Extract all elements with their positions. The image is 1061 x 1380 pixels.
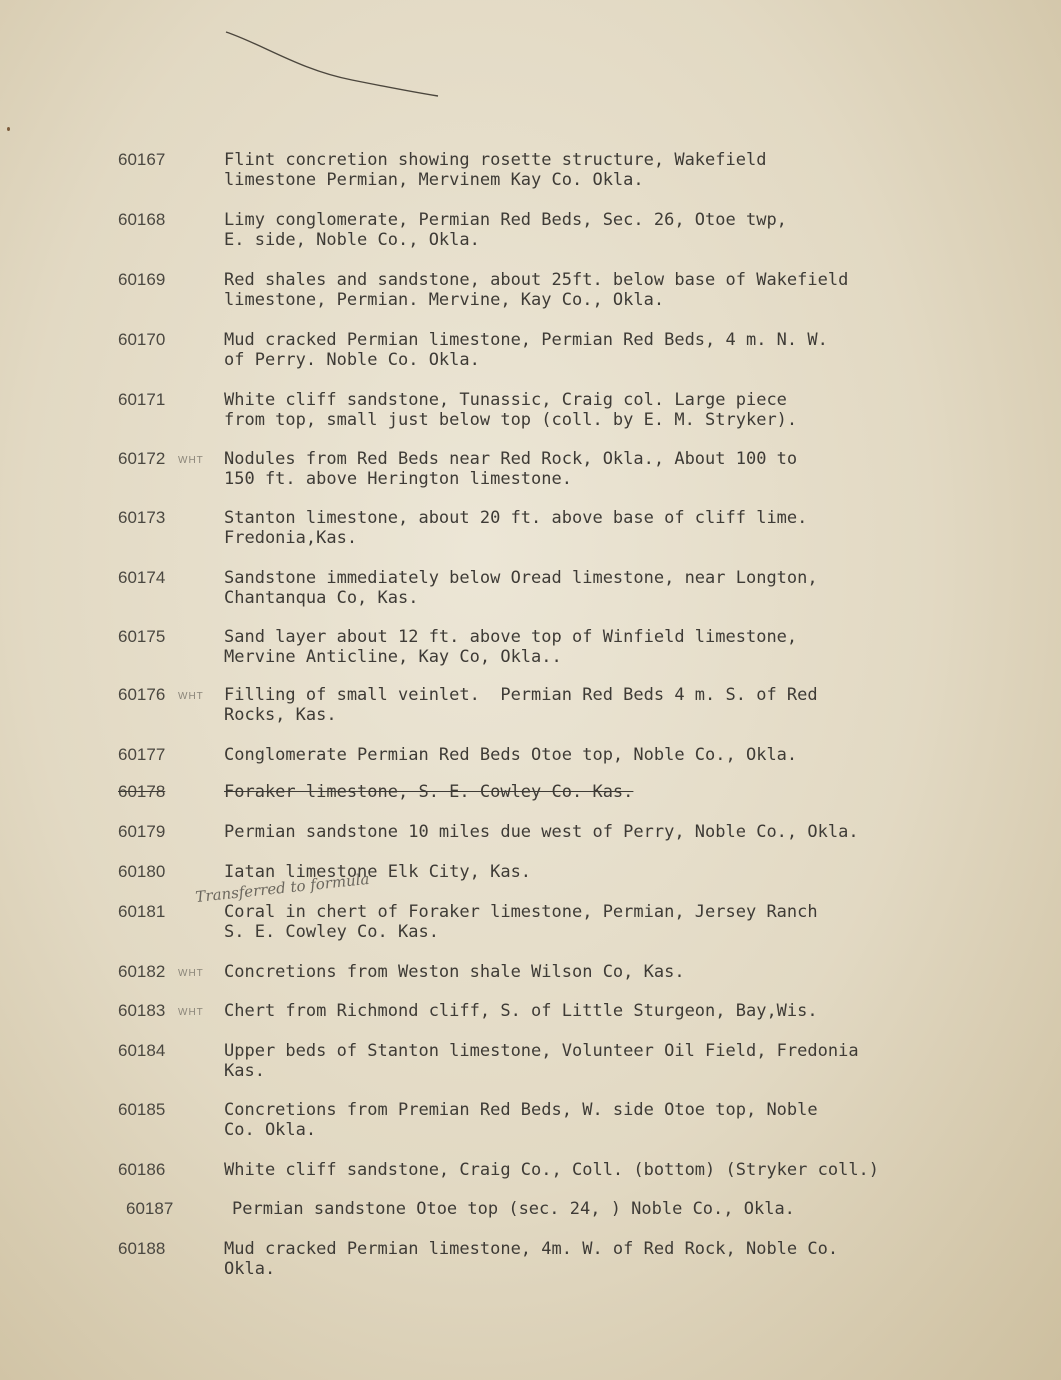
catalog-number: 60185 (118, 1100, 166, 1119)
description-line: Mud cracked Permian limestone, Permian Red Beds, 4 m. N. W. (224, 330, 828, 350)
paper-speck (7, 127, 10, 131)
description-line: Conglomerate Permian Red Beds Otoe top, Noble Co., Okla. (224, 745, 798, 765)
catalog-number: 60176 (118, 685, 166, 704)
description-line: Upper beds of Stanton limestone, Volunteer Oil Field, Fredonia (224, 1041, 859, 1061)
catalog-number: 60168 (118, 210, 166, 229)
description-line: Permian sandstone 10 miles due west of Perry, Noble Co., Okla. (224, 822, 859, 842)
specimen-description (224, 449, 797, 489)
catalog-number: 60184 (118, 1041, 166, 1060)
catalog-number: 60179 (118, 822, 166, 841)
description-line: Chert from Richmond cliff, S. of Little Sturgeon, Bay,Wis. (224, 1001, 818, 1021)
catalog-number: 60173 (118, 508, 166, 527)
description-line: Concretions from Weston shale Wilson Co, Kas. (224, 962, 685, 982)
handwritten-note: Transferred to formula (194, 869, 371, 907)
specimen-description (224, 568, 818, 608)
description-line: Limy conglomerate, Permian Red Beds, Sec. 26, Otoe twp, (224, 210, 787, 230)
description-line: Kas. (224, 1061, 265, 1081)
specimen-description (224, 962, 685, 982)
specimen-description (224, 330, 828, 370)
specimen-description (224, 627, 797, 667)
description-line: Filling of small veinlet. Permian Red Beds 4 m. S. of Red (224, 685, 818, 705)
description-line: S. E. Cowley Co. Kas. (224, 922, 439, 942)
description-line: White cliff sandstone, Craig Co., Coll. (bottom) (Stryker coll.) (224, 1160, 880, 1180)
catalog-number: 60178 (118, 782, 166, 801)
description-line: E. side, Noble Co., Okla. (224, 230, 480, 250)
specimen-description (224, 685, 818, 725)
description-line: Mud cracked Permian limestone, 4m. W. of Red Rock, Noble Co. (224, 1239, 839, 1259)
description-line: from top, small just below top (coll. by E. M. Stryker). (224, 410, 798, 430)
specimen-description (224, 782, 633, 802)
description-line: limestone, Permian. Mervine, Kay Co., Okla. (224, 290, 665, 310)
catalog-number: 60183 (118, 1001, 166, 1020)
description-line: Foraker limestone, S. E. Cowley Co. Kas. (224, 782, 634, 802)
catalog-number: 60188 (118, 1239, 166, 1258)
handwritten-mark: WHT (178, 691, 204, 702)
specimen-description (224, 1100, 818, 1140)
catalog-number: 60174 (118, 568, 166, 587)
specimen-description (224, 902, 818, 942)
specimen-description (224, 390, 797, 430)
specimen-description (224, 1160, 879, 1180)
specimen-description (224, 1001, 818, 1021)
catalog-number: 60172 (118, 449, 166, 468)
catalog-number: 60167 (118, 150, 166, 169)
description-line: Okla. (224, 1259, 276, 1279)
description-line: White cliff sandstone, Tunassic, Craig col. Large piece (224, 390, 787, 410)
catalog-number: 60177 (118, 745, 166, 764)
description-line: Coral in chert of Foraker limestone, Permian, Jersey Ranch (224, 902, 818, 922)
description-line: Rocks, Kas. (224, 705, 337, 725)
specimen-description (232, 1199, 795, 1219)
description-line: Iatan limestone Elk City, Kas. (224, 862, 532, 882)
description-line: Co. Okla. (224, 1120, 317, 1140)
catalog-number: 60170 (118, 330, 166, 349)
specimen-description (224, 1239, 838, 1279)
specimen-description (224, 745, 797, 765)
description-line: Fredonia,Kas. (224, 528, 358, 548)
specimen-description (224, 822, 859, 842)
catalog-number: 60171 (118, 390, 166, 409)
description-line: Stanton limestone, about 20 ft. above base of cliff lime. (224, 508, 808, 528)
specimen-description (224, 508, 807, 548)
catalog-number: 60169 (118, 270, 166, 289)
handwritten-mark: WHT (178, 1007, 204, 1018)
catalog-number: 60186 (118, 1160, 166, 1179)
description-line: Red shales and sandstone, about 25ft. below base of Wakefield (224, 270, 849, 290)
description-line: Sand layer about 12 ft. above top of Winfield limestone, (224, 627, 798, 647)
description-line: Flint concretion showing rosette structure, Wakefield (224, 150, 767, 170)
description-line: of Perry. Noble Co. Okla. (224, 350, 480, 370)
catalog-number: 60175 (118, 627, 166, 646)
specimen-description (224, 1041, 859, 1081)
specimen-description (224, 150, 766, 190)
handwritten-mark: WHT (178, 968, 204, 979)
specimen-description (224, 270, 848, 310)
specimen-description (224, 210, 787, 250)
description-line: 150 ft. above Herington limestone. (224, 469, 572, 489)
description-line: Sandstone immediately below Oread limestone, near Longton, (224, 568, 818, 588)
catalog-number: 60180 (118, 862, 166, 881)
description-line: Mervine Anticline, Kay Co, Okla.. (224, 647, 562, 667)
description-line: Chantanqua Co, Kas. (224, 588, 419, 608)
description-line: limestone Permian, Mervinem Kay Co. Okla. (224, 170, 644, 190)
catalog-number: 60187 (126, 1199, 174, 1218)
specimen-description (224, 862, 531, 882)
handwritten-mark: WHT (178, 455, 204, 466)
description-line: Concretions from Premian Red Beds, W. side Otoe top, Noble (224, 1100, 818, 1120)
description-line: Permian sandstone Otoe top (sec. 24, ) Noble Co., Okla. (232, 1199, 795, 1219)
catalog-number: 60181 (118, 902, 166, 921)
description-line: Nodules from Red Beds near Red Rock, Okla., About 100 to (224, 449, 798, 469)
catalog-number: 60182 (118, 962, 166, 981)
